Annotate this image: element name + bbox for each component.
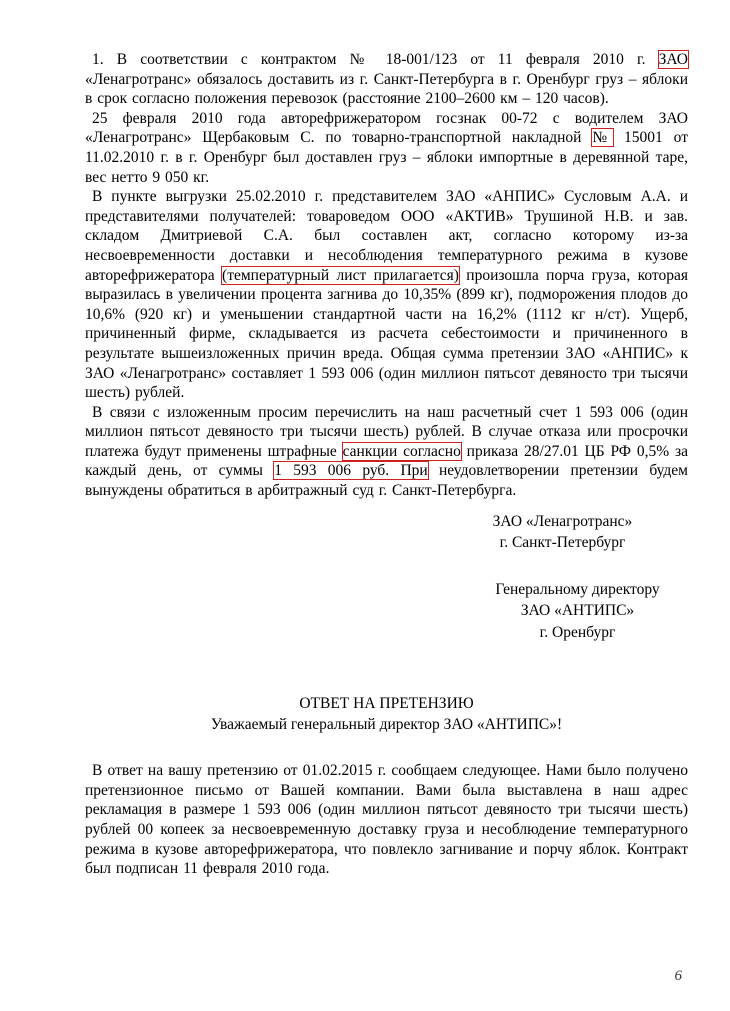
document-content (85, 50, 688, 879)
claim-paragraph-1 (85, 50, 688, 109)
sender-signature-block (415, 511, 710, 553)
annotation-box: 1 593 006 руб. При (274, 462, 428, 480)
text-run: произошла порча груза, которая выразилась в увеличении процента загнива до 10,35% (899 кг), подморожения плодов до 10,6% (920 кг) и уменьшении стандартной части на 16,2% (1112 кг н/ст). Ущерб, причиненный фирме, складывается из расчета себестоимости и причиненного в результате вышеизложенных причин вреда. Общая сумма претензии ЗАО «АНПИС» к ЗАО «Ленагротранс» составляет 1 593 006 (один миллион пятьсот девяносто три тысячи шесть) рублей. (85, 266, 688, 402)
sender-city: г. Санкт-Петербург (499, 533, 626, 551)
addressee-city: г. Оренбург (539, 623, 616, 641)
addressee-block (430, 579, 725, 644)
text-run: 25 февраля 2010 года авторефрижератором госзнак 00-72 с водителем ЗАО «Ленагротранс» Щербаковым С. по товарно-транспортной накладной (85, 109, 688, 147)
page-number: 6 (674, 968, 682, 984)
annotation-box: (температурный лист прилагается) (222, 266, 459, 284)
text-run: приказа 28/27.01 ЦБ РФ 0,5% за каждый день, от суммы (85, 442, 688, 480)
claim-paragraph-4 (85, 403, 688, 501)
sender-company: ЗАО «Ленагротранс» (492, 512, 633, 530)
addressee-title: Генеральному директору (495, 580, 660, 598)
response-heading-block (85, 693, 688, 735)
response-salutation: Уважаемый генеральный директор ЗАО «АНТИПС»! (210, 716, 563, 734)
text-run: В связи с изложенным просим перечислить на наш расчетный счет 1 593 006 (один миллион пятьсот девяносто три тысячи шесть) рублей. В случае отказа или просрочки платежа будут применены штрафные (85, 403, 688, 460)
text-run: «Ленагротранс» обязалось доставить из г. Санкт-Петербурга в г. Оренбург груз – яблоки в срок согласно положения перевозок (расстояние 2100–2600 км – 120 часов). (85, 70, 688, 108)
addressee-company: ЗАО «АНТИПС» (520, 602, 635, 620)
response-title: ОТВЕТ НА ПРЕТЕНЗИЮ (299, 695, 474, 713)
annotation-box: ЗАО (658, 51, 688, 68)
text-run: неудовлетворении претензии будем вынуждены обратиться в арбитражный суд г. Санкт-Петербурга. (85, 462, 688, 500)
annotation-box: санкции согласно (342, 442, 461, 460)
text-run: 15001 от 11.02.2010 г. в г. Оренбург был доставлен груз – яблоки импортные в деревянной таре, вес нетто 9 050 кг. (85, 129, 688, 186)
claim-paragraph-2 (85, 109, 688, 187)
response-paragraph: В ответ на вашу претензию от 01.02.2015 г. сообщаем следующее. Нами было получено претензионное письмо от Вашей компании. Вами была выставлена в наш адрес рекламация в размере 1 593 006 (один миллион пятьсот девяносто три тысячи шесть) рублей 00 копеек за несвоевременную доставку груза и несоблюдение температурного режима в кузове авторефрижератора, что повлекло загнивание и порчу яблок. Контракт был подписан 11 февраля 2010 года. (85, 762, 688, 878)
claim-paragraph-3 (85, 187, 688, 403)
annotation-box: № (592, 129, 614, 147)
text-run: В пункте выгрузки 25.02.2010 г. представителем ЗАО «АНПИС» Сусловым А.А. и представителями получателей: товароведом ООО «АКТИВ» Трушиной Н.В. и зав. складом Дмитриевой С.А. был составлен акт, согласно которому из-за несвоевременности доставки и несоблюдения температурного режима в кузове авторефрижератора (85, 188, 688, 284)
text-run: 1. В соответствии с контрактом № 18-001/123 от 11 февраля 2010 г. (92, 51, 659, 68)
